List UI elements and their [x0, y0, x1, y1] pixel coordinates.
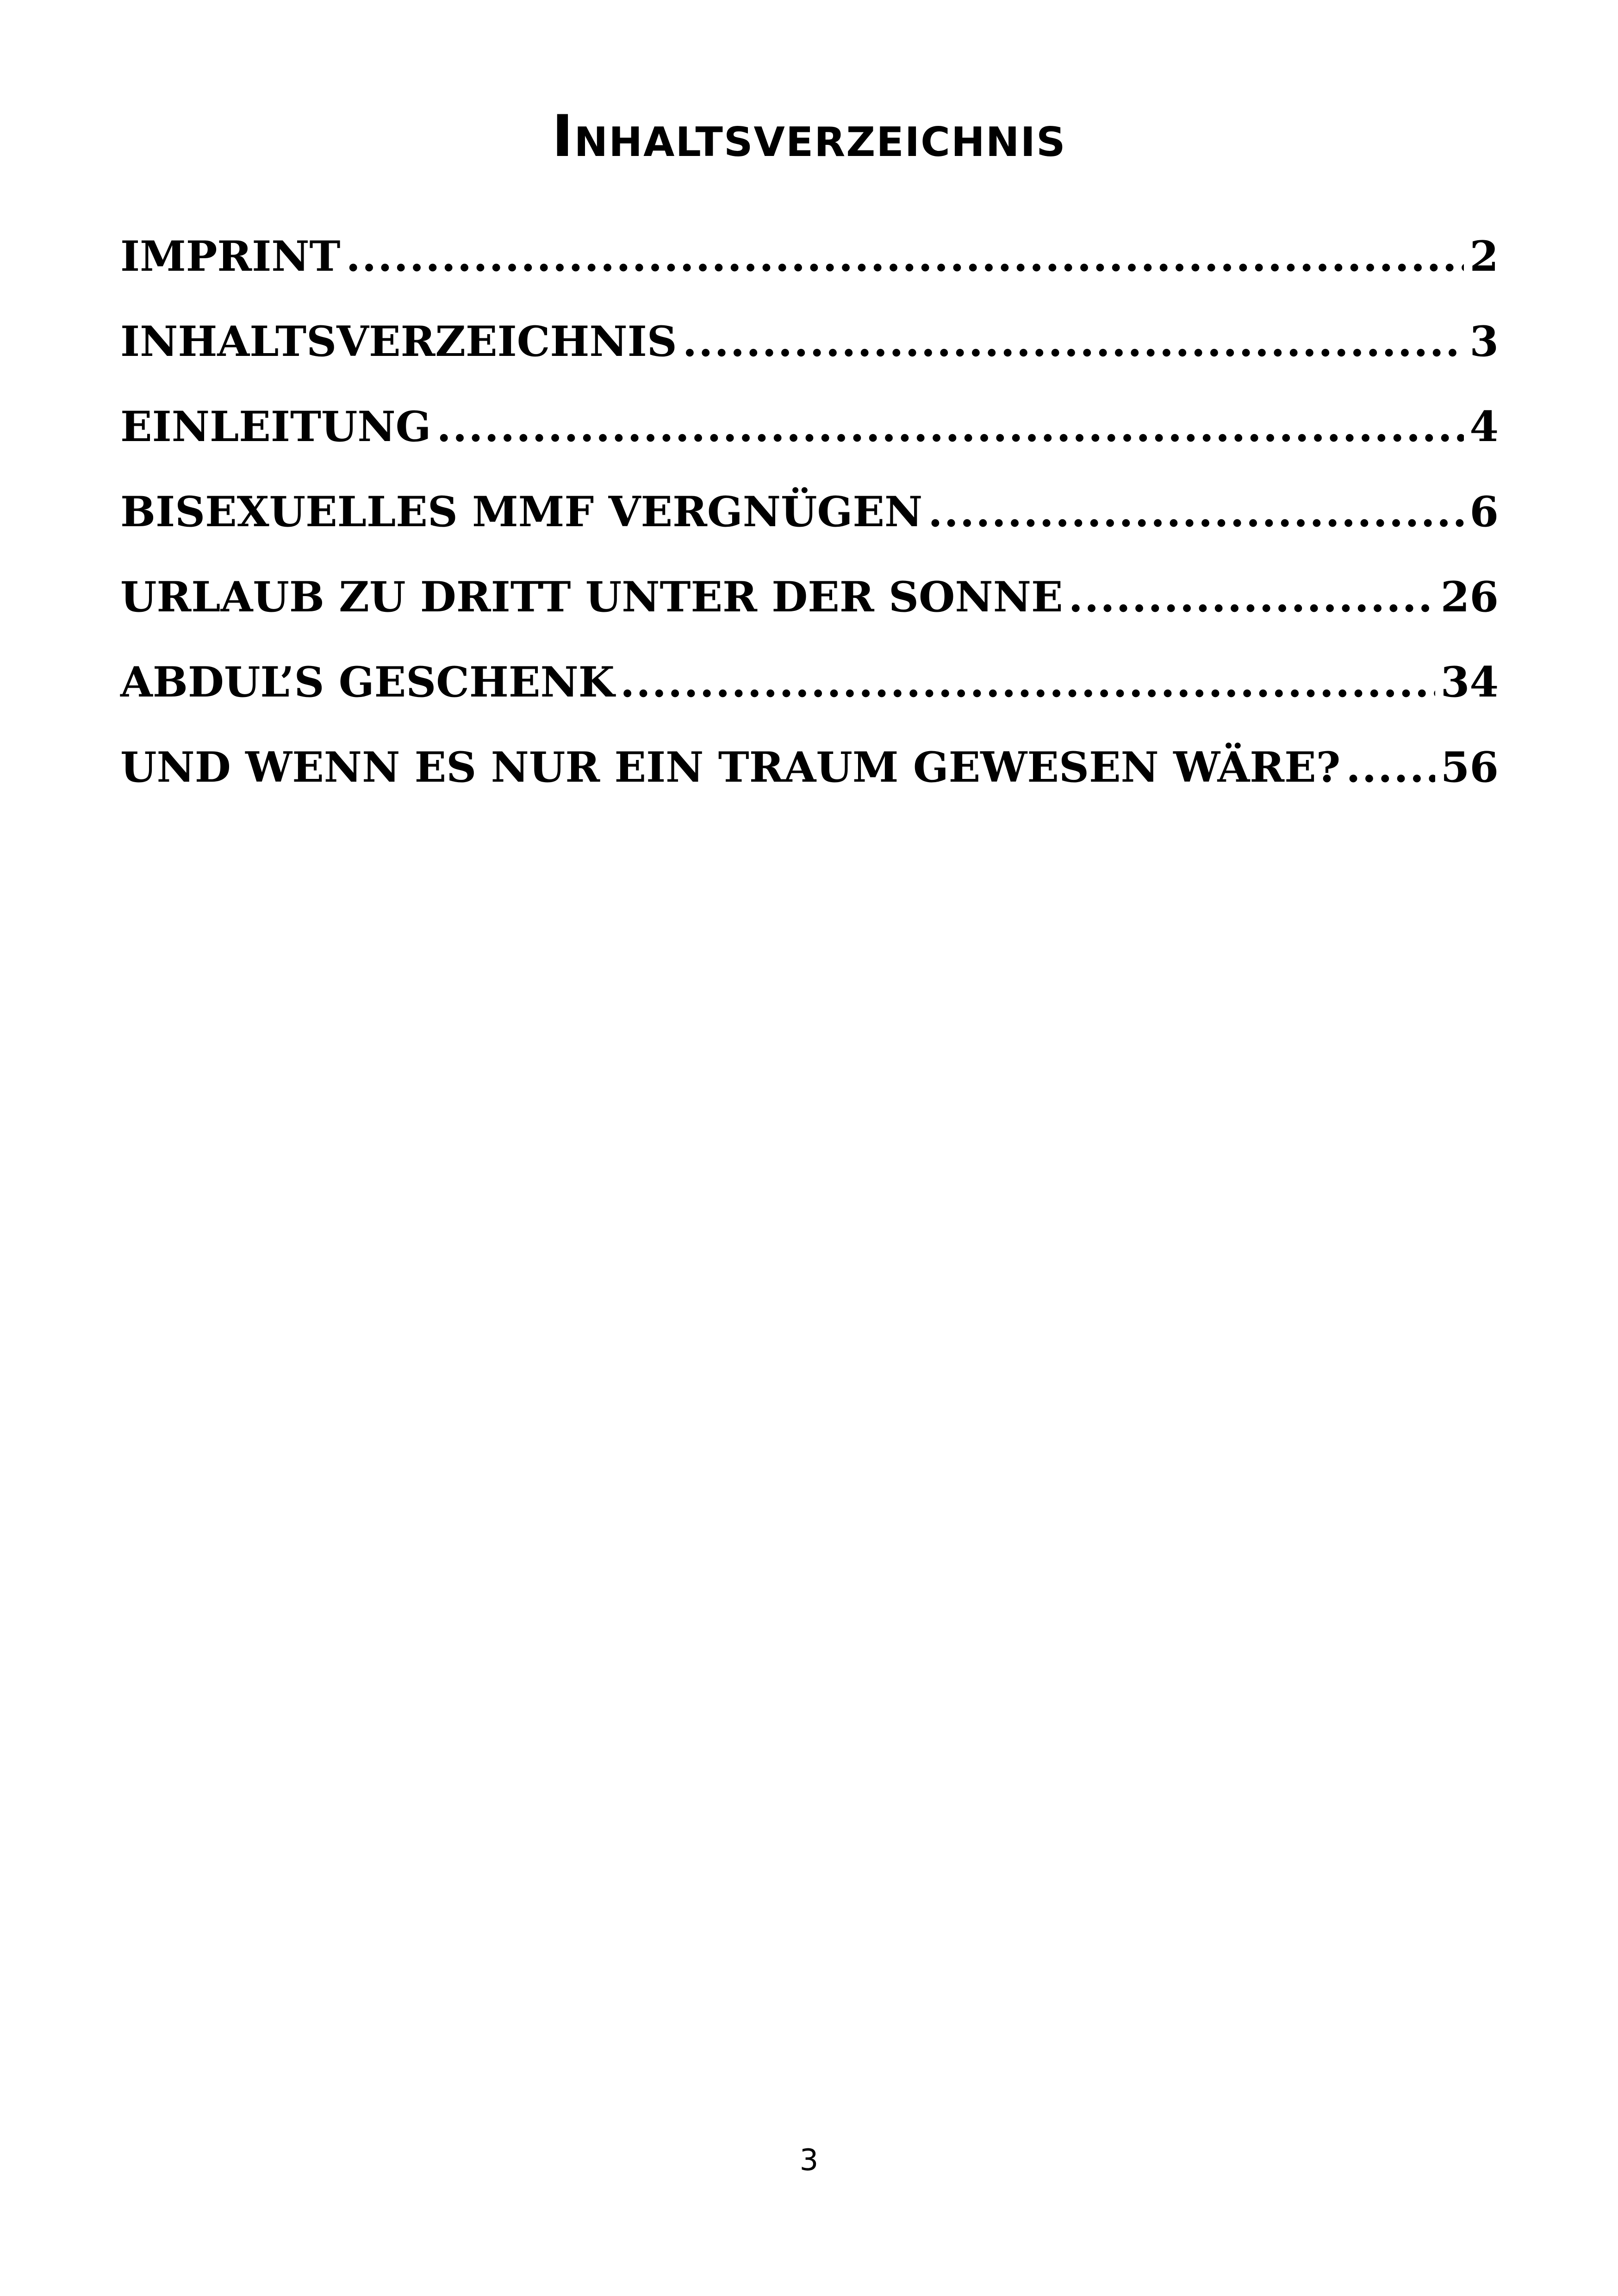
- toc-entry-label: IMPRINT: [120, 232, 341, 281]
- toc-entry[interactable]: [120, 229, 1499, 314]
- toc-entry-label: UND WENN ES NUR EIN TRAUM GEWESEN WÄRE?: [120, 743, 1341, 792]
- toc-entry-page: 56: [1440, 743, 1499, 792]
- toc-entry-page: 2: [1469, 232, 1499, 281]
- toc-entry[interactable]: [120, 569, 1499, 654]
- toc-entry-label: INHALTSVERZEICHNIS: [120, 317, 677, 366]
- toc-dot-leader: [620, 654, 1435, 710]
- toc-dot-leader: [928, 484, 1464, 540]
- toc-entry-label: EINLEITUNG: [120, 402, 431, 451]
- toc-dot-leader: [1069, 569, 1435, 625]
- toc-entry[interactable]: [120, 484, 1499, 569]
- toc-entry-page: 26: [1440, 572, 1499, 622]
- toc-entry[interactable]: [120, 399, 1499, 484]
- toc-title: Inhaltsverzeichnis: [552, 103, 1066, 170]
- toc-dot-leader: [437, 399, 1464, 454]
- page-number: 3: [799, 2143, 819, 2178]
- toc-entry-page: 3: [1469, 317, 1499, 366]
- toc-dot-leader: [683, 314, 1464, 369]
- toc-entry-label: BISEXUELLES MMF VERGNÜGEN: [120, 487, 923, 536]
- toc-entry[interactable]: [120, 740, 1499, 825]
- toc-entry-label: URLAUB ZU DRITT UNTER DER SONNE: [120, 572, 1063, 622]
- toc-entry-page: 34: [1440, 658, 1499, 707]
- toc-entry-page: 6: [1469, 487, 1499, 536]
- toc-dot-leader: [346, 229, 1464, 284]
- toc-dot-leader: [1346, 740, 1435, 795]
- toc-entry[interactable]: [120, 654, 1499, 740]
- toc-list: [120, 229, 1499, 825]
- toc-entry[interactable]: [120, 314, 1499, 399]
- toc-entry-label: ABDUL’S GESCHENK: [120, 658, 615, 707]
- toc-entry-page: 4: [1469, 402, 1499, 451]
